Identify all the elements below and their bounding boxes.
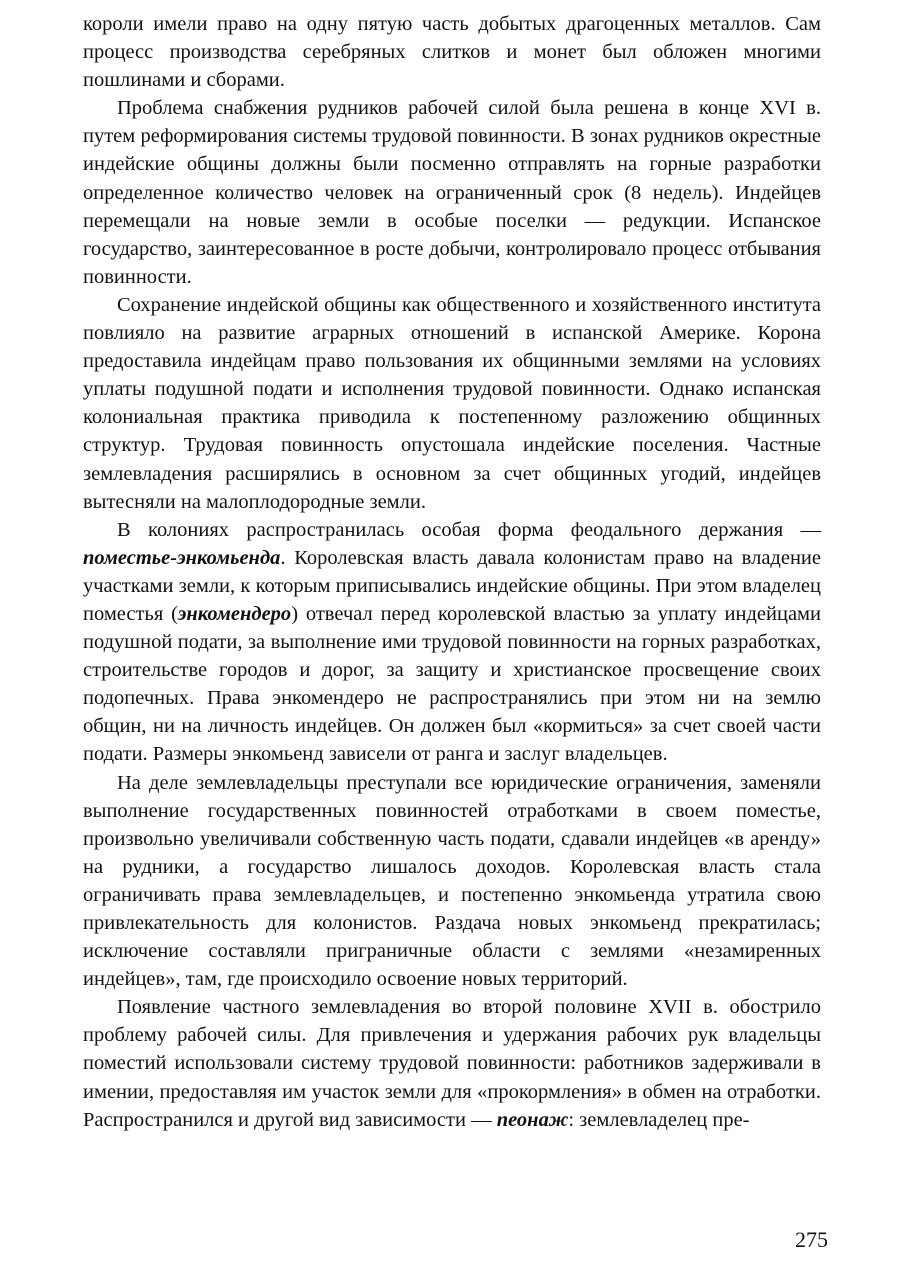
paragraph-text: Проблема снабжения рудников рабочей силой была решена в конце XVI в. путем реформирования системы трудовой повинности. В зонах рудников окрестные индейские общины должны были посменно отправлять на горные разработки определенное количество человек на ограниченный срок (8 недель). Индейцев перемещали на новые земли в особые поселки — редукции. Испанское государство, заинтересованное в росте добычи, контролировало процесс отбывания повинности.: [83, 97, 821, 288]
paragraph-continuation: [83, 10, 821, 94]
paragraph-text: короли имели право на одну пятую часть добытых драгоценных металлов. Сам процесс производства серебряных слитков и монет был обложен многими пошлинами и сборами.: [83, 13, 821, 92]
paragraph-private-landownership: [83, 993, 821, 1133]
paragraph-mines-labor: [83, 94, 821, 291]
paragraph-text-part: В колониях распространилась особая форма феодального держания —: [117, 518, 821, 541]
page-number: 275: [795, 1227, 828, 1252]
paragraph-indian-community: [83, 291, 821, 516]
term-encomendero: энкомендеро: [177, 602, 292, 625]
term-peonage: пеонаж: [496, 1108, 569, 1131]
term-encomienda: поместье-энкомьенда: [83, 546, 281, 569]
paragraph-text-part: Появление частного землевладения во второй половине XVII в. обострило проблему рабочей силы. Для привлечения и удержания рабочих рук владельцы поместий использовали систему трудовой повинности: работников задерживали в имении, предоставляя им участок земли для «прокормления» в обмен на отработки. Распространился и другой вид зависимости —: [83, 996, 821, 1131]
paragraph-text: На деле землевладельцы преступали все юридические ограничения, заменяли выполнение государственных повинностей отработками в своем поместье, произвольно увеличивали собственную часть подати, сдавали индейцев «в аренду» на рудники, а государство лишалось доходов. Королевская власть стала ограничивать права землевладельцев, и постепенно энкомьенда утратила свою привлекательность для колонистов. Раздача новых энкомьенд прекратилась; исключение составляли приграничные области с землями «незамиренных индейцев», там, где происходило освоение новых территорий.: [83, 771, 821, 991]
paragraph-landowners-abuses: [83, 769, 821, 994]
document-page: [83, 10, 821, 1134]
paragraph-text: Сохранение индейской общины как общественного и хозяйственного института повлияло на развитие аграрных отношений в испанской Америке. Корона предоставила индейцам право пользования их общинными землями на условиях уплаты подушной подати и исполнения трудовой повинности. Однако испанская колониальная практика приводила к постепенному разложению общинных структур. Трудовая повинность опустошала индейские поселения. Частные землевладения расширялись в основном за счет общинных угодий, индейцев вытесняли на малоплодородные земли.: [83, 293, 821, 513]
paragraph-text-part: . Королевская власть давала колонистам право на владение участками земли, к которым приписывались индейские общины. При этом владелец поместья (: [83, 546, 821, 625]
paragraph-text-part: : землевладелец пре-: [568, 1108, 750, 1131]
paragraph-text-part: ) отвечал перед королевской властью за уплату индейцами подушной подати, за выполнение ими трудовой повинности на горных разработках, строительстве городов и дорог, за защиту и христианское просвещение своих подопечных. Права энкомендеро не распространялись при этом ни на землю общин, ни на личность индейцев. Он должен был «кормиться» за счет своей части подати. Размеры энкомьенд зависели от ранга и заслуг владельцев.: [83, 602, 821, 766]
paragraph-encomienda: [83, 516, 821, 769]
